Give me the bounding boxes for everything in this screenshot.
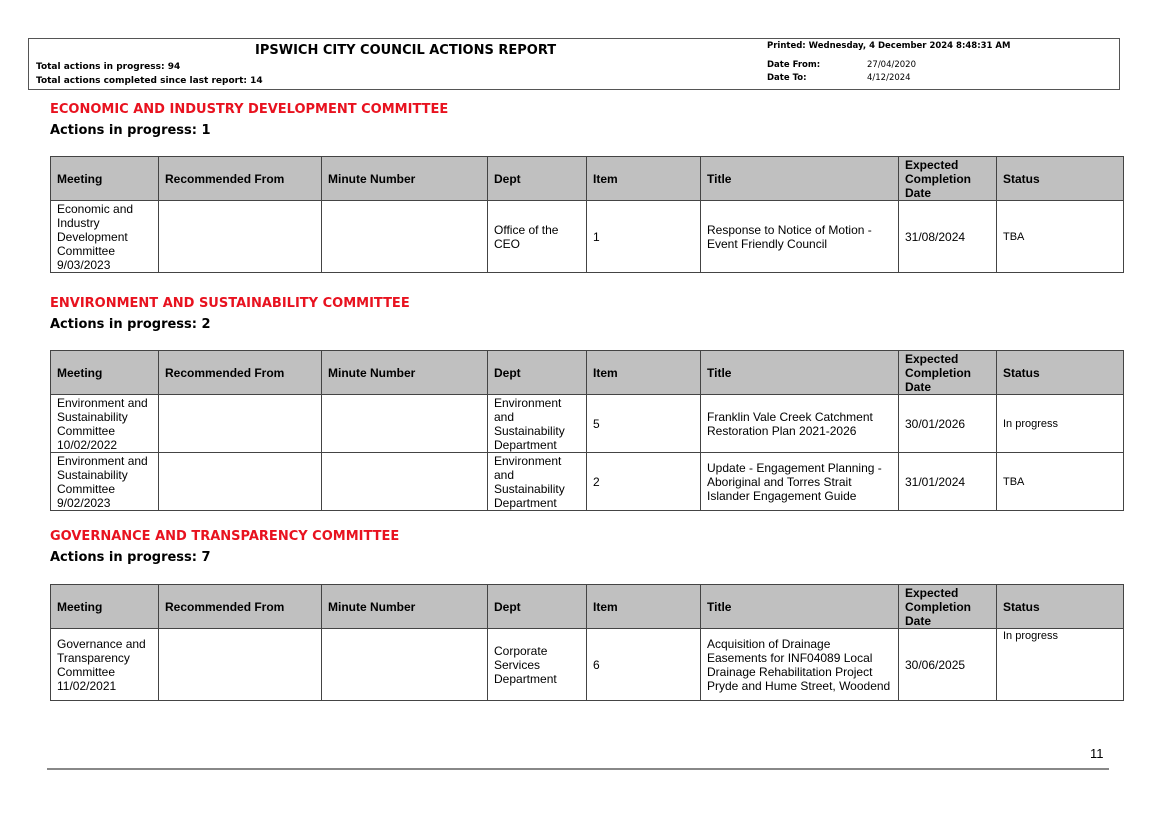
cell-date: 30/01/2026 — [899, 395, 997, 453]
actions-table — [50, 156, 1124, 273]
col-minute-number: Minute Number — [322, 351, 488, 395]
section-title: GOVERNANCE AND TRANSPARENCY COMMITTEE — [50, 529, 400, 544]
actions-table — [50, 584, 1124, 701]
cell-dept: Office of the CEO — [488, 201, 587, 273]
col-recommended-from: Recommended From — [159, 157, 322, 201]
cell-meeting: Environment and Sustainability Committee 9/02/2023 — [51, 453, 159, 511]
cell-date: 31/01/2024 — [899, 453, 997, 511]
actions-table — [50, 350, 1124, 511]
cell-meeting: Governance and Transparency Committee 11/02/2021 — [51, 629, 159, 701]
col-recommended-from: Recommended From — [159, 351, 322, 395]
col-dept: Dept — [488, 351, 587, 395]
col-item: Item — [587, 351, 701, 395]
report-title: IPSWICH CITY COUNCIL ACTIONS REPORT — [255, 43, 557, 58]
col-title: Title — [701, 585, 899, 629]
report-header — [28, 38, 1120, 90]
cell-title: Acquisition of Drainage Easements for INF04089 Local Drainage Rehabilitation Project Pryde and Hume Street, Woodend — [701, 629, 899, 701]
cell-date: 30/06/2025 — [899, 629, 997, 701]
col-title: Title — [701, 351, 899, 395]
total-in-progress: Total actions in progress: 94 — [36, 62, 181, 72]
col-status: Status — [997, 585, 1124, 629]
date-to-label: Date To: — [767, 73, 807, 83]
table-row — [51, 395, 1124, 453]
col-expected-completion-date: Expected Completion Date — [899, 351, 997, 395]
printed-date: Printed: Wednesday, 4 December 2024 8:48:31 AM — [767, 41, 1011, 51]
cell-minute-number — [322, 201, 488, 273]
total-completed: Total actions completed since last report: 14 — [36, 76, 263, 86]
cell-status: In progress — [997, 395, 1124, 453]
cell-recommended-from — [159, 395, 322, 453]
cell-minute-number — [322, 453, 488, 511]
col-minute-number: Minute Number — [322, 157, 488, 201]
cell-dept: Environment and Sustainability Department — [488, 395, 587, 453]
cell-date: 31/08/2024 — [899, 201, 997, 273]
col-expected-completion-date: Expected Completion Date — [899, 157, 997, 201]
cell-title: Response to Notice of Motion - Event Friendly Council — [701, 201, 899, 273]
col-dept: Dept — [488, 157, 587, 201]
cell-dept: Environment and Sustainability Department — [488, 453, 587, 511]
col-minute-number: Minute Number — [322, 585, 488, 629]
cell-item: 1 — [587, 201, 701, 273]
footer-divider — [47, 768, 1109, 770]
col-expected-completion-date: Expected Completion Date — [899, 585, 997, 629]
table-header-row — [51, 585, 1124, 629]
date-from-value: 27/04/2020 — [867, 60, 916, 70]
page-number: 11 — [1090, 746, 1104, 761]
section-title: ECONOMIC AND INDUSTRY DEVELOPMENT COMMITTEE — [50, 102, 449, 117]
col-item: Item — [587, 585, 701, 629]
col-dept: Dept — [488, 585, 587, 629]
cell-status: TBA — [997, 453, 1124, 511]
cell-status: In progress — [997, 629, 1124, 701]
section-count: Actions in progress: 7 — [50, 550, 211, 565]
cell-status: TBA — [997, 201, 1124, 273]
section-count: Actions in progress: 1 — [50, 123, 211, 138]
table-header-row — [51, 351, 1124, 395]
cell-item: 5 — [587, 395, 701, 453]
cell-minute-number — [322, 629, 488, 701]
section-title: ENVIRONMENT AND SUSTAINABILITY COMMITTEE — [50, 296, 410, 311]
col-meeting: Meeting — [51, 351, 159, 395]
cell-item: 6 — [587, 629, 701, 701]
table-row — [51, 453, 1124, 511]
col-status: Status — [997, 157, 1124, 201]
col-status: Status — [997, 351, 1124, 395]
cell-title: Update - Engagement Planning - Aboriginal and Torres Strait Islander Engagement Guide — [701, 453, 899, 511]
col-item: Item — [587, 157, 701, 201]
cell-title: Franklin Vale Creek Catchment Restoration Plan 2021-2026 — [701, 395, 899, 453]
cell-meeting: Economic and Industry Development Committee 9/03/2023 — [51, 201, 159, 273]
date-from-label: Date From: — [767, 60, 821, 70]
col-recommended-from: Recommended From — [159, 585, 322, 629]
cell-item: 2 — [587, 453, 701, 511]
section-count: Actions in progress: 2 — [50, 317, 211, 332]
cell-dept: Corporate Services Department — [488, 629, 587, 701]
table-row — [51, 629, 1124, 701]
col-meeting: Meeting — [51, 585, 159, 629]
cell-meeting: Environment and Sustainability Committee 10/02/2022 — [51, 395, 159, 453]
date-to-value: 4/12/2024 — [867, 73, 911, 83]
cell-recommended-from — [159, 201, 322, 273]
col-meeting: Meeting — [51, 157, 159, 201]
table-header-row — [51, 157, 1124, 201]
cell-recommended-from — [159, 629, 322, 701]
cell-minute-number — [322, 395, 488, 453]
cell-recommended-from — [159, 453, 322, 511]
table-row — [51, 201, 1124, 273]
col-title: Title — [701, 157, 899, 201]
